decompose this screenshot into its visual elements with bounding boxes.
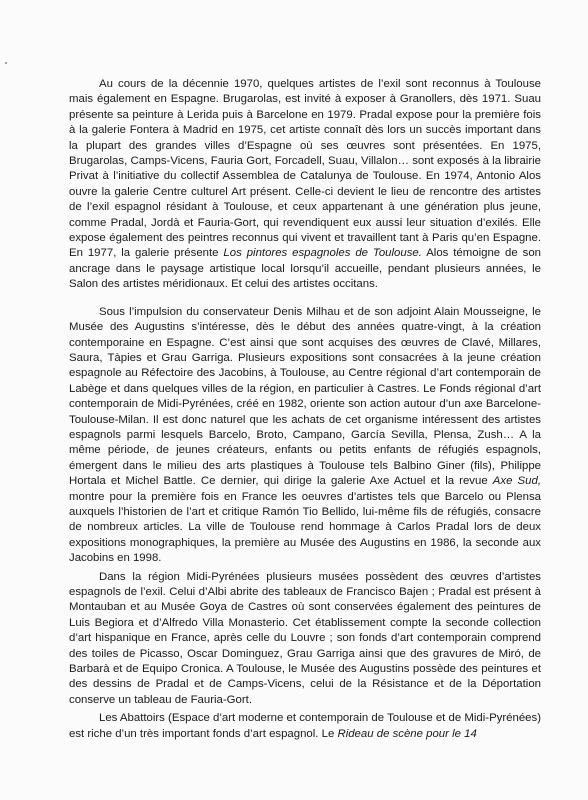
paragraph-2-text-b: montre pour la première fois en France les oeuvres d’artistes tels que Barcelo ou Plensa auxquels l’historien de l’art et critique Ramón Tio Bellido, lui-même fils de réfugiés, consacre de nombreux articles. La ville de Toulouse rend hommage à Carlos Pradal lors de deux expositions monographiques, la première au Musée des Augustins en 1986, la seconde aux Jacobins en 1998.: [69, 490, 541, 565]
paragraph-1: [69, 77, 541, 293]
paragraph-3-text: Dans la région Midi-Pyrénées plusieurs musées possèdent des œuvres d’artistes espagnols de l’exil. Celui d’Albi abrite des tableaux de Francisco Bajen ; Pradal est présent à Montauban et au Musée Goya de Castres où sont conservées également des peintures de Luis Begiora et d’Alfredo Villa Monasterio. Cet établissement compte la seconde collection d’art hispanique en France, après celle du Louvre ; son fonds d’art contemporain comprend des toiles de Picasso, Oscar Dominguez, Grau Garriga ainsi que des gravures de Miró, de Barbarà et de Equipo Cronica. A Toulouse, le Musée des Augustins possède des peintures et des dessins de Pradal et de Camps-Vicens, celui de la Résistance et de la Déportation conserve un tableau de Fauria-Gort.: [69, 570, 541, 706]
paragraph-4: [69, 711, 541, 742]
paragraph-1-text-b: Alos témoigne de son ancrage dans le paysage artistique local lorsqu’il accueille, pendant plusieurs années, le Salon des artistes méridionaux. Et celui des artistes occitans.: [69, 247, 541, 291]
paragraph-2-italic-title: Axe Sud,: [492, 475, 541, 488]
body-text: [69, 77, 541, 742]
paragraph-1-italic-title: Los pintores espagnoles de Toulouse.: [223, 247, 422, 260]
paragraph-2: [69, 305, 541, 567]
paragraph-2-text-a: Sous l’impulsion du conservateur Denis Milhau et de son adjoint Alain Mousseigne, le Musée des Augustins s’intéresse, dès le début des années quatre-vingt, à la création contemporaine en Espagne. C’est ainsi que sont acquises des œuvres de Clavé, Millares, Saura, Tàpies et Grau Garriga. Plusieurs expositions sont consacrées à la jeune création espagnole au Réfectoire des Jacobins, à Toulouse, au Centre régional d’art contemporain de Labège et dans quelques villes de la région, en particulier à Castres. Le Fonds régional d’art contemporain de Midi-Pyrénées, créé en 1982, oriente son action autour d’un axe Barcelone-Toulouse-Milan. Il est donc naturel que les achats de cet organisme intéressent des artistes espagnols parmi lesquels Barcelo, Broto, Campano, García Sevilla, Plensa, Zush… A la même période, de jeunes créateurs, enfants ou petits enfants de réfugiés espagnols, émergent dans le milieu des arts plastiques à Toulouse tels Balbino Giner (fils), Philippe Hortala et Michel Battle. Ce dernier, qui dirige la galerie Axe Actuel et la revue: [69, 305, 541, 488]
scan-speck: [5, 62, 7, 64]
paragraph-1-text-a: Au cours de la décennie 1970, quelques artistes de l’exil sont reconnus à Toulouse mais également en Espagne. Brugarolas, est invité à exposer à Granollers, dès 1971. Suau présente sa peinture à Lerida puis à Barcelone en 1979. Pradal expose pour la première fois à la galerie Fontera à Madrid en 1975, cet artiste connaît dès lors un succès important dans la plupart des grandes villes d’Espagne où ses œuvres sont présentées. En 1975, Brugarolas, Camps-Vicens, Fauria Gort, Forcadell, Suau, Villalon… sont exposés à la librairie Privat à l’initiative du collectif Assemblea de Catalunya de Toulouse. En 1974, Antonio Alos ouvre la galerie Centre culturel Art présent. Celle-ci devient le lieu de rencontre des artistes de l’exil espagnol résidant à Toulouse, et ceux appartenant à une génération plus jeune, comme Pradal, Jordà et Fauria-Gort, qui revendiquent eux aussi leur situation d’exilés. Elle expose également des peintres reconnus qui vivent et travaillent tant à Paris qu’en Espagne. En 1977, la galerie présente: [69, 78, 541, 260]
paragraph-4-text: Les Abattoirs (Espace d’art moderne et contemporain de Toulouse et de Midi-Pyrénées) est riche d’un très important fonds d’art espagnol. Le: [69, 712, 541, 740]
paragraph-3: [69, 570, 541, 709]
paragraph-4-italic-title: Rideau de scène pour le 14: [337, 727, 477, 740]
